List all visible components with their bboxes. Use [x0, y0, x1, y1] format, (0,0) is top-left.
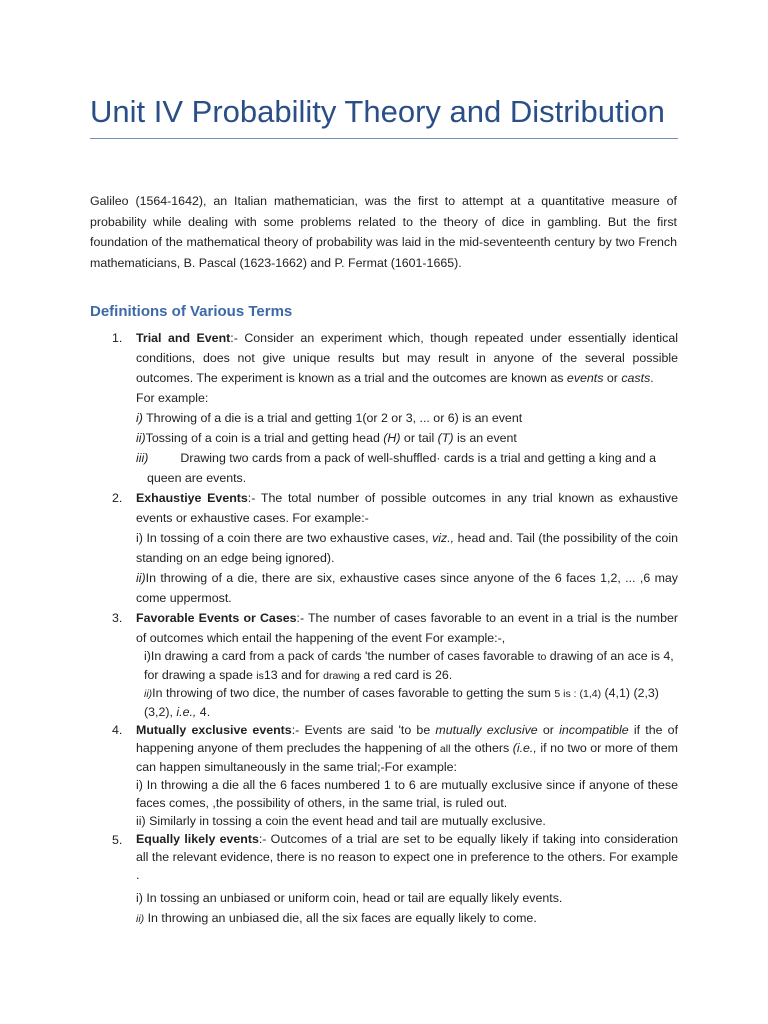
example-line [136, 568, 678, 608]
example-text: i) In tossing of a coin there are two exhaustive cases, [136, 531, 433, 545]
example-line [136, 908, 678, 929]
definition-body: :- The number of cases favorable to an event in a trial is the number of outcomes which entail the happening of the event For example:-, [136, 611, 678, 645]
definition-body: or [537, 723, 560, 737]
example-text: In throwing an unbiased die, all the six faces are equally likely to come. [144, 911, 537, 925]
emphasis: casts [621, 371, 651, 385]
example-text: (4,1) (2,3) [601, 686, 659, 700]
example-text: head and. Tail (the possibility of the coin standing on an edge being ignored). [136, 531, 678, 565]
definition-item-mutually-exclusive [90, 721, 678, 830]
example-line: queen are events. [147, 471, 247, 485]
example-text: In throwing of two dice, the number of cases favorable to getting the sum [152, 686, 555, 700]
page-title: Unit IV Probability Theory and Distribution [90, 94, 665, 129]
example-text: (3,2), [144, 704, 177, 719]
emphasis: i.e., [176, 704, 197, 719]
term-label: Favorable Events or Cases [136, 611, 297, 625]
example-line: i) In throwing a die all the 6 faces numbered 1 to 6 are mutually exclusive since if anyone of these faces comes, ,the possibility of others, in the same trial, is ruled out. [136, 778, 678, 810]
example-text: is [256, 669, 264, 682]
example-text: 13 and for [263, 667, 324, 682]
example-text: is an event [453, 431, 517, 445]
emphasis: (H) [383, 431, 401, 445]
definition-body: . [650, 371, 654, 385]
term-label: Exhaustiye Events [136, 491, 248, 505]
definition-text [136, 328, 678, 388]
example-line [136, 685, 678, 721]
emphasis: viz., [432, 531, 455, 545]
example-line [136, 648, 678, 685]
item-number: 3. [112, 611, 123, 625]
item-number: 1. [112, 331, 123, 345]
intro-paragraph: Galileo (1564-1642), an Italian mathematician, was the first to attempt at a quantitative measure of probability while dealing with some problems related to the theory of dice in gambling. But the first foundation of the mathematical theory of probability was laid in the mid-seventeenth century by two French mathematicians, B. Pascal (1623-1662) and P. Fermat (1601-1665). [90, 194, 677, 270]
definition-body: if no two or more of them can happen simultaneously in the same trial;-For example: [136, 741, 678, 774]
item-number: 2. [112, 491, 123, 505]
example-text: i)In drawing a card from a pack of cards 'the number of cases favorable [144, 649, 538, 663]
example-line: ii) Similarly in tossing a coin the event head and tail are mutually exclusive. [136, 814, 546, 828]
example-marker: ii) [136, 913, 145, 925]
definition-item-exhaustive-events [90, 488, 678, 608]
definition-body: all [439, 743, 451, 755]
term-label: Trial and Event [136, 331, 231, 345]
example-text: for drawing a spade [144, 667, 257, 682]
definition-body: the others [450, 741, 513, 755]
example-marker: iii) [136, 451, 149, 465]
example-text: Throwing of a die is a trial and getting 1(or 2 or 3, ... or 6) is an event [142, 411, 523, 425]
definition-text [136, 721, 678, 776]
definition-item-trial-and-event [90, 328, 678, 488]
emphasis: (i.e., [512, 741, 537, 755]
item-number: 4. [112, 723, 123, 737]
example-line [136, 408, 678, 428]
emphasis: incompatible [559, 723, 629, 737]
definition-body: if the of happening anyone of them precludes the happening of [136, 723, 679, 755]
example-text: to [537, 651, 547, 663]
example-text: or tail [400, 431, 438, 445]
definition-text [136, 608, 678, 648]
example-marker: i) [136, 411, 143, 425]
example-line: i) In tossing an unbiased or uniform coin, head or tail are equally likely events. [136, 891, 563, 905]
title-underline [90, 138, 678, 139]
example-marker: ii) [136, 431, 146, 445]
emphasis: mutually exclusive [435, 723, 538, 737]
term-label: Mutually exclusive events [136, 723, 292, 737]
example-text: drawing [323, 669, 360, 682]
section-heading: Definitions of Various Terms [90, 303, 293, 320]
emphasis: events [566, 371, 604, 385]
definition-body: or [603, 371, 622, 385]
example-text: Drawing two cards from a pack of well-shuffled· cards is a trial and getting a king and a [180, 451, 657, 465]
definition-text [136, 488, 678, 528]
emphasis: (T) [437, 431, 454, 445]
example-text: 5 is : (1,4) [554, 688, 602, 700]
example-line [136, 428, 678, 448]
definition-body: :- The total number of possible outcomes in any trial known as exhaustive events or exhaustive cases. For example:- [136, 491, 678, 525]
example-line [136, 448, 678, 468]
definition-item-favorable-events [90, 608, 678, 721]
example-text: In throwing of a die, there are six, exhaustive cases since anyone of the 6 faces 1,2, ... ,6 may come uppermost. [136, 571, 678, 605]
definition-body: :- Events are said 'to be [291, 723, 436, 737]
example-text: 4. [196, 704, 211, 719]
example-line [136, 528, 678, 568]
example-marker: ii) [144, 688, 153, 700]
term-label: Equally likely events [136, 832, 259, 846]
definition-body: :- Consider an experiment which, though repeated under essentially identical conditions, does not give unique results but may result in anyone of the several possible outcomes. The experiment is known as a trial and the outcomes are known as [136, 331, 678, 385]
example-text: drawing of an ace is 4, [546, 649, 674, 663]
example-text: Tossing of a coin is a trial and getting head [145, 431, 384, 445]
definition-body: :- Outcomes of a trial are set to be equally likely if taking into consideration all the relevant evidence, there is no reason to expect one in preference to the others. For example . [136, 832, 679, 882]
item-number: 5. [112, 833, 123, 847]
definition-item-equally-likely [90, 830, 678, 929]
definition-text [136, 830, 678, 884]
example-text: a red card is 26. [359, 667, 453, 682]
example-label: For example: [136, 391, 209, 405]
example-marker: ii) [136, 571, 146, 585]
definitions-list [90, 328, 678, 929]
